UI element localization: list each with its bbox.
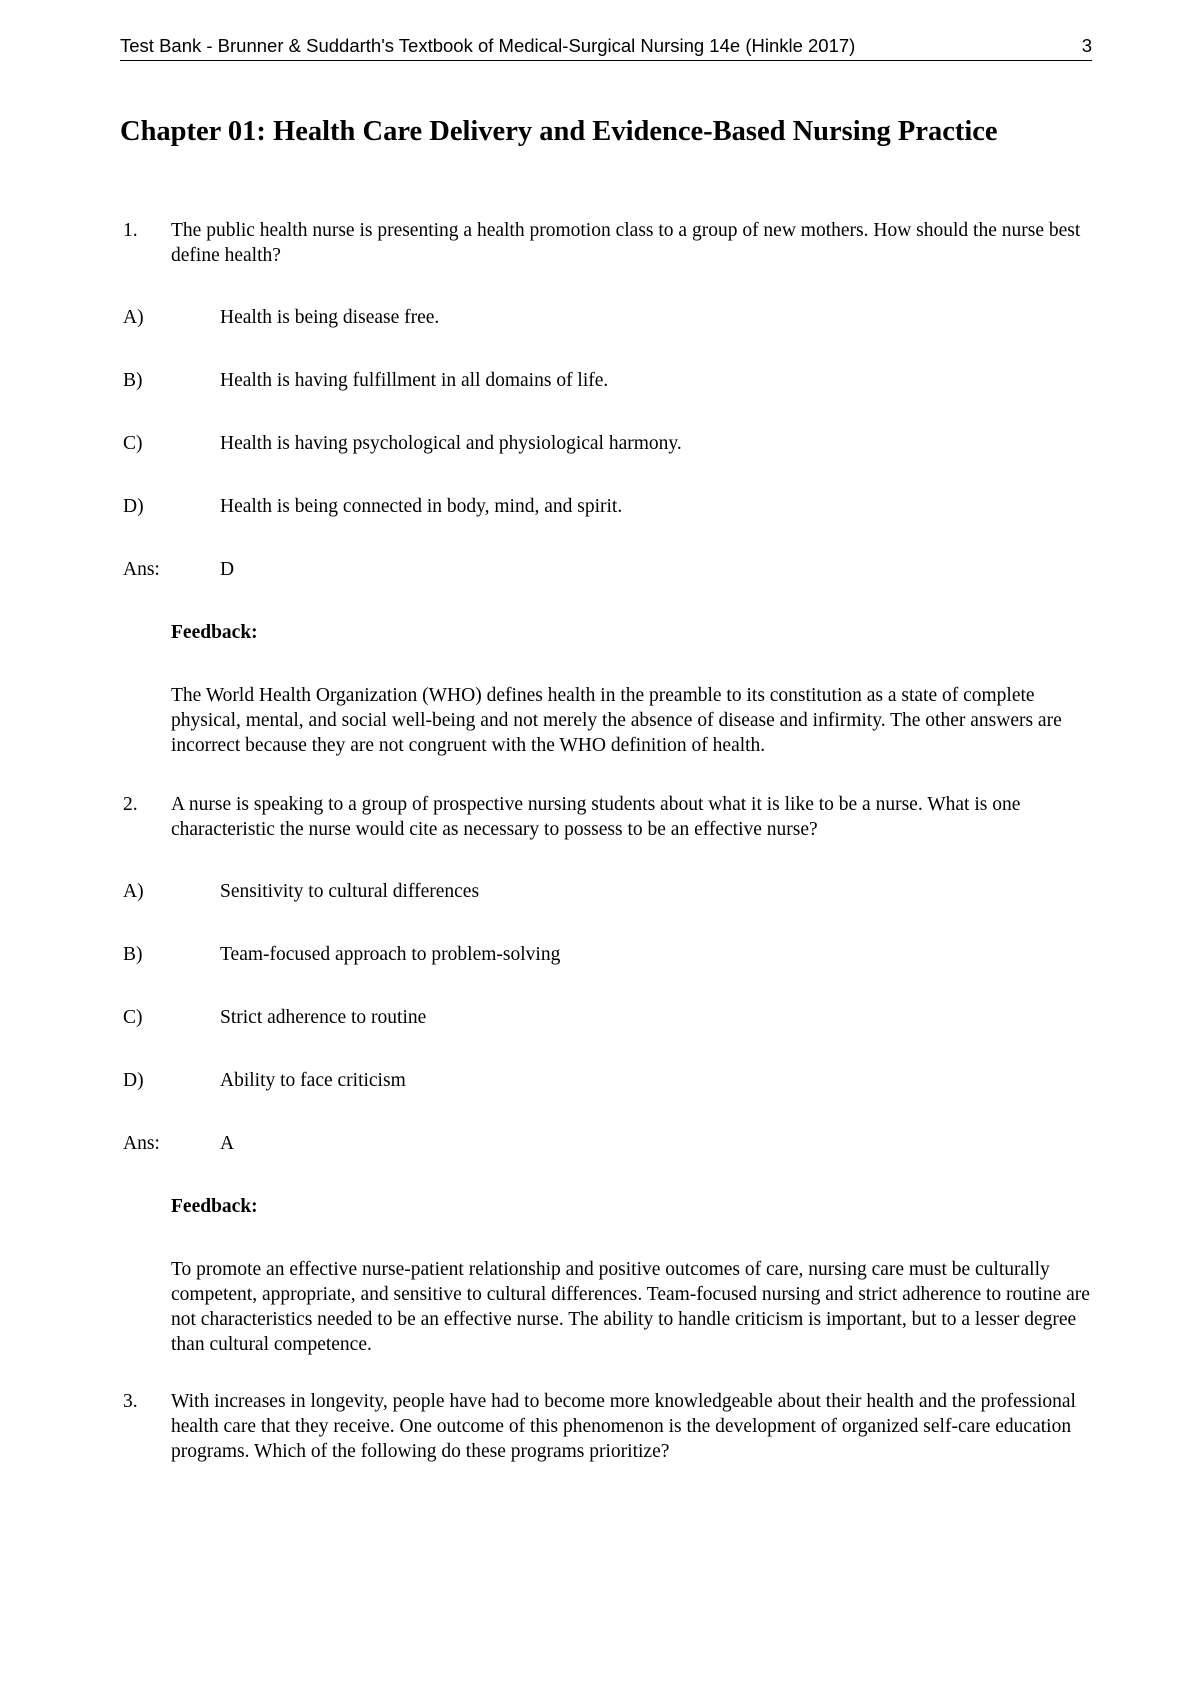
answer-label: Ans: <box>123 559 160 580</box>
option-text: Sensitivity to cultural differences <box>220 881 480 902</box>
answer-label: Ans: <box>123 1133 160 1154</box>
question-text: A nurse is speaking to a group of prospective nursing students about what it is like to be a nurse. What is one characteristic the nurse would cite as necessary to possess to be an effective nurse? <box>171 794 1021 840</box>
answer-value: A <box>220 1133 235 1154</box>
option-letter: C) <box>123 433 143 454</box>
option-text: Team-focused approach to problem-solving <box>220 944 561 965</box>
option-text: Health is having psychological and physiological harmony. <box>220 433 682 454</box>
option-letter: B) <box>123 944 143 965</box>
option-text: Health is having fulfillment in all domains of life. <box>220 370 609 391</box>
option-letter: A) <box>123 307 144 328</box>
option-letter: D) <box>123 496 144 517</box>
option-letter: A) <box>123 881 144 902</box>
option-text: Strict adherence to routine <box>220 1007 427 1028</box>
feedback-label: Feedback: <box>171 1196 258 1217</box>
option-letter: D) <box>123 1070 144 1091</box>
option-letter: C) <box>123 1007 143 1028</box>
feedback-text: The World Health Organization (WHO) defines health in the preamble to its constitution as a state of complete physical, mental, and social well-being and not merely the absence of disease and infirmity. The other answers are incorrect because they are not congruent with the WHO definition of health. <box>171 685 1062 756</box>
question-text: With increases in longevity, people have had to become more knowledgeable about their health and the professional health care that they receive. One outcome of this phenomenon is the development of organized self-care education programs. Which of the following do these programs prioritize? <box>171 1391 1076 1462</box>
header-title: Test Bank - Brunner & Suddarth's Textbook of Medical-Surgical Nursing 14e (Hinkle 2017) <box>120 35 856 56</box>
page-number: 3 <box>1081 35 1092 56</box>
option-letter: B) <box>123 370 143 391</box>
answer-value: D <box>220 559 235 580</box>
option-text: Health is being disease free. <box>220 307 440 328</box>
question-text: The public health nurse is presenting a health promotion class to a group of new mothers. How should the nurse best define health? <box>171 220 1081 266</box>
chapter-title: Chapter 01: Health Care Delivery and Evidence-Based Nursing Practice <box>120 116 998 147</box>
feedback-label: Feedback: <box>171 622 258 643</box>
feedback-text: To promote an effective nurse-patient relationship and positive outcomes of care, nursing care must be culturally competent, appropriate, and sensitive to cultural differences. Team-focused nursing and strict adherence to routine are not characteristics needed to be an effective nurse. The ability to handle criticism is important, but to a lesser degree than cultural competence. <box>171 1259 1090 1355</box>
question-number: 1. <box>123 220 138 241</box>
page-header <box>120 34 1092 61</box>
option-text: Ability to face criticism <box>220 1070 406 1091</box>
question-number: 2. <box>123 794 138 815</box>
question-number: 3. <box>123 1391 138 1412</box>
option-text: Health is being connected in body, mind, and spirit. <box>220 496 623 517</box>
